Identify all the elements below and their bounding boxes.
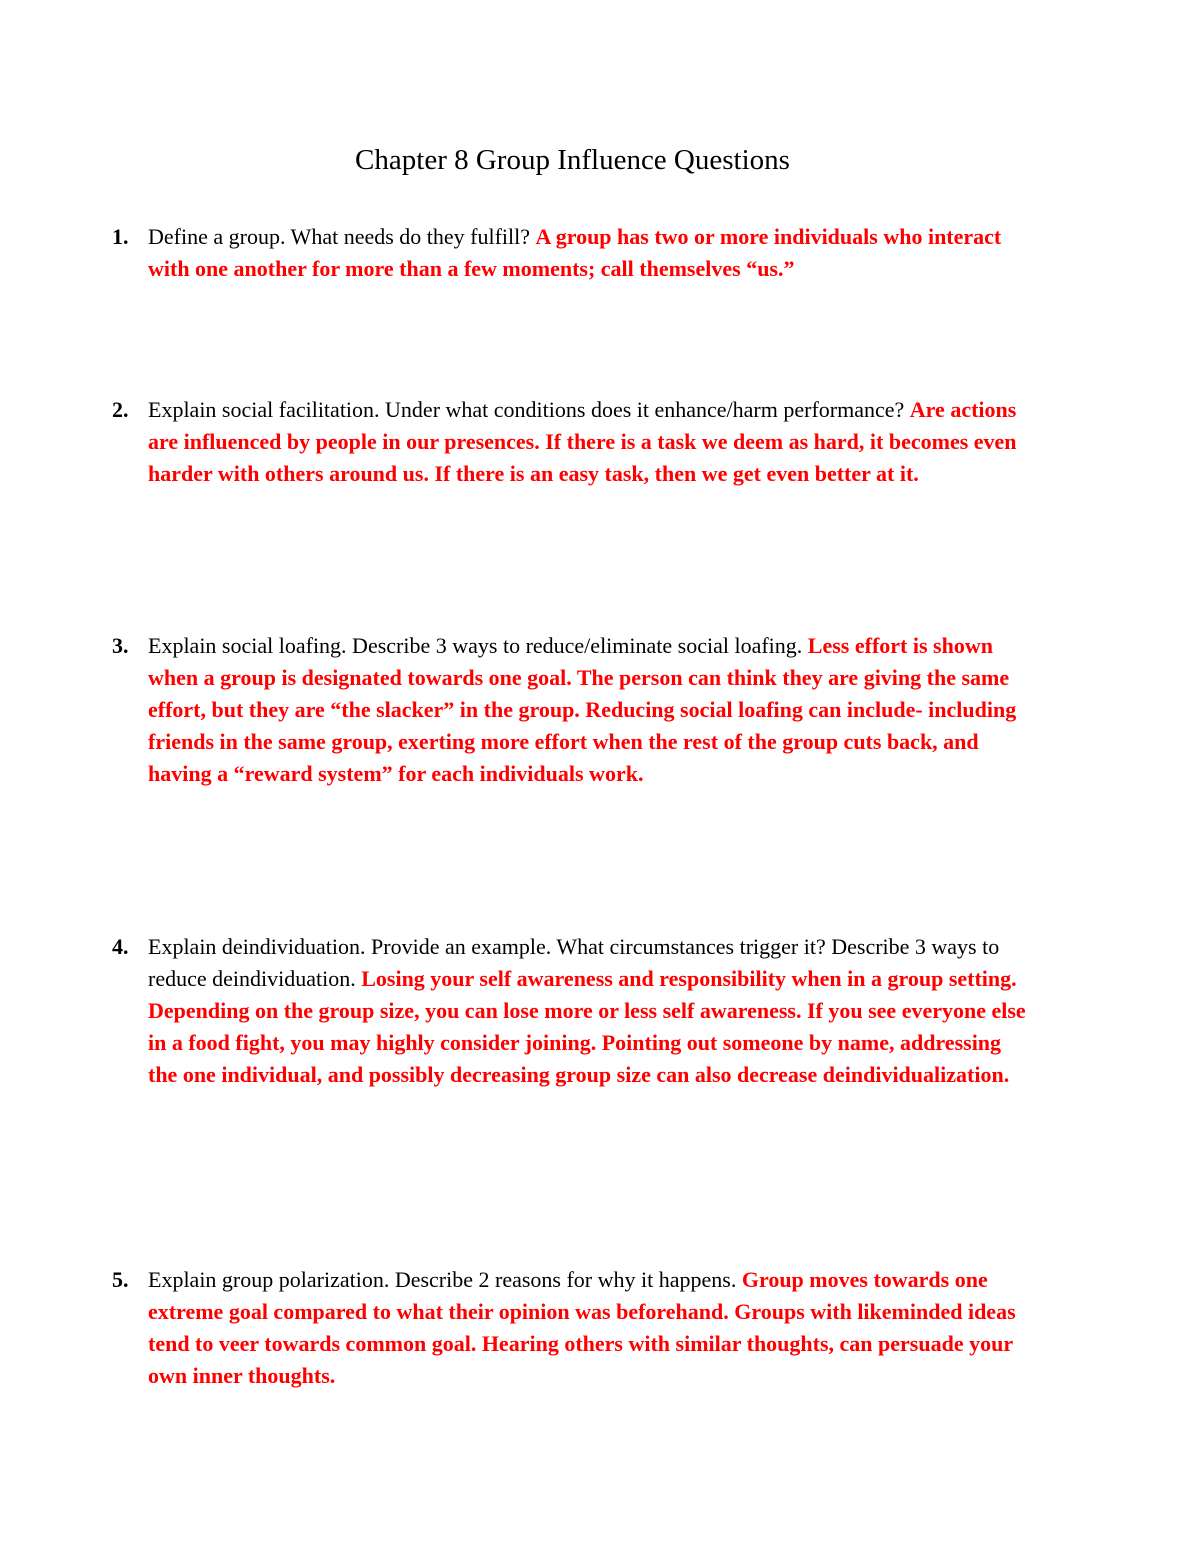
question-item (112, 630, 1032, 790)
question-number: 5. (112, 1267, 129, 1292)
question-number: 2. (112, 397, 129, 422)
question-body (148, 630, 1032, 790)
question-number: 1. (112, 224, 129, 249)
question-item (112, 394, 1032, 490)
question-prompt: Explain social facilitation. Under what conditions does it enhance/harm performance? (148, 397, 910, 422)
question-number: 3. (112, 633, 129, 658)
question-answer: Less effort is shown when a group is designated towards one goal. The person can think they are giving the same effort, but they are “the slacker” in the group. Reducing social loafing can include- including friends in the same group, exerting more effort when the rest of the group cuts back, and having a “reward system” for each individuals work. (148, 633, 1017, 786)
question-answer: Group moves towards one extreme goal compared to what their opinion was beforehand. Groups with likeminded ideas tend to veer towards common goal. Hearing others with similar thoughts, can persuade your own inner thoughts. (148, 1267, 1016, 1388)
question-body (148, 931, 1032, 1091)
question-prompt: Explain group polarization. Describe 2 reasons for why it happens. (148, 1267, 742, 1292)
page-title: Chapter 8 Group Influence Questions (355, 144, 790, 176)
question-body (148, 394, 1032, 490)
question-prompt: Define a group. What needs do they fulfill? (148, 224, 536, 249)
question-answer: Losing your self awareness and responsibility when in a group setting. Depending on the group size, you can lose more or less self awareness. If you see everyone else in a food fight, you may highly consider joining. Pointing out someone by name, addressing the one individual, and possibly decreasing group size can also decrease deindividualization. (148, 966, 1026, 1087)
question-item (112, 931, 1032, 1091)
question-prompt: Explain social loafing. Describe 3 ways to reduce/eliminate social loafing. (148, 633, 808, 658)
question-prompt: Explain deindividuation. Provide an example. What circumstances trigger it? Describe 3 ways to reduce deindividuation. (148, 934, 1000, 991)
question-item (112, 221, 1032, 285)
question-answer: Are actions are influenced by people in our presences. If there is a task we deem as hard, it becomes even harder with others around us. If there is an easy task, then we get even better at it. (148, 397, 1017, 486)
question-number: 4. (112, 934, 129, 959)
question-answer: A group has two or more individuals who interact with one another for more than a few moments; call themselves “us.” (148, 224, 1002, 281)
question-item (112, 1264, 1032, 1392)
question-body (148, 221, 1032, 285)
question-body (148, 1264, 1032, 1392)
